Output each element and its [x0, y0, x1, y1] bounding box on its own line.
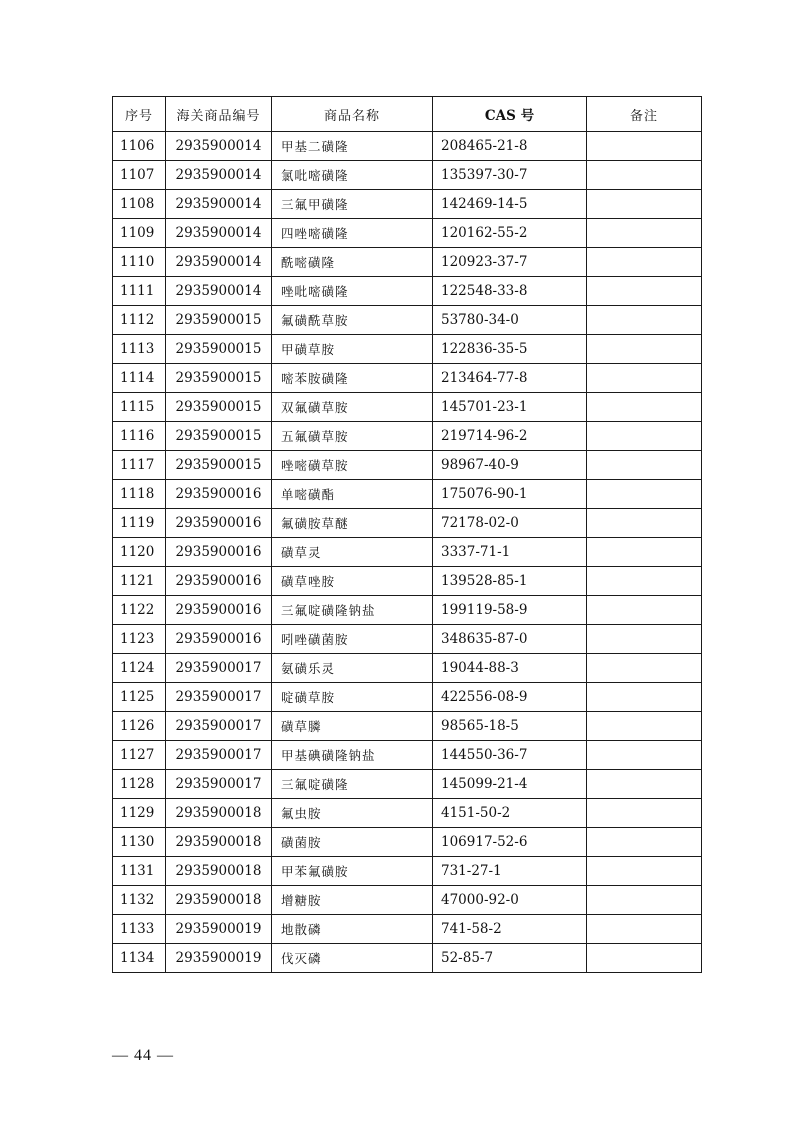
cell-product-name: 磺草膦: [272, 712, 433, 741]
cell-product-name: 甲苯氟磺胺: [272, 857, 433, 886]
cell-seq: 1124: [113, 654, 166, 683]
header-product-name: 商品名称: [272, 97, 433, 132]
table-row: [113, 132, 702, 161]
cell-seq: 1107: [113, 161, 166, 190]
cell-cas-number: 208465-21-8: [433, 132, 587, 161]
cell-cas-number: 98967-40-9: [433, 451, 587, 480]
cell-remarks: [587, 364, 702, 393]
cell-remarks: [587, 944, 702, 973]
cell-cas-number: 422556-08-9: [433, 683, 587, 712]
cell-cas-number: 135397-30-7: [433, 161, 587, 190]
table-row: [113, 161, 702, 190]
cell-remarks: [587, 712, 702, 741]
cell-cas-number: 52-85-7: [433, 944, 587, 973]
cell-seq: 1132: [113, 886, 166, 915]
cell-seq: 1121: [113, 567, 166, 596]
cell-product-name: 磺草灵: [272, 538, 433, 567]
table-row: [113, 741, 702, 770]
cell-seq: 1108: [113, 190, 166, 219]
cell-remarks: [587, 480, 702, 509]
cell-seq: 1118: [113, 480, 166, 509]
cell-remarks: [587, 915, 702, 944]
cell-remarks: [587, 596, 702, 625]
cell-product-name: 嘧苯胺磺隆: [272, 364, 433, 393]
cell-customs-code: 2935900017: [166, 654, 272, 683]
cell-seq: 1115: [113, 393, 166, 422]
cell-product-name: 磺菌胺: [272, 828, 433, 857]
chemical-list-table-container: [112, 96, 701, 973]
cell-remarks: [587, 248, 702, 277]
cell-customs-code: 2935900014: [166, 219, 272, 248]
cell-remarks: [587, 161, 702, 190]
cell-cas-number: 199119-58-9: [433, 596, 587, 625]
cell-product-name: 双氟磺草胺: [272, 393, 433, 422]
cell-customs-code: 2935900015: [166, 306, 272, 335]
cell-remarks: [587, 770, 702, 799]
cell-customs-code: 2935900015: [166, 422, 272, 451]
header-customs-code: 海关商品编号: [166, 97, 272, 132]
table-row: [113, 451, 702, 480]
cell-customs-code: 2935900017: [166, 712, 272, 741]
cell-cas-number: 53780-34-0: [433, 306, 587, 335]
table-row: [113, 944, 702, 973]
cell-remarks: [587, 509, 702, 538]
cell-product-name: 氟磺胺草醚: [272, 509, 433, 538]
cell-remarks: [587, 654, 702, 683]
cell-product-name: 地散磷: [272, 915, 433, 944]
cell-cas-number: 144550-36-7: [433, 741, 587, 770]
cell-product-name: 吲唑磺菌胺: [272, 625, 433, 654]
cell-remarks: [587, 451, 702, 480]
cell-remarks: [587, 538, 702, 567]
cell-cas-number: 139528-85-1: [433, 567, 587, 596]
table-row: [113, 219, 702, 248]
cell-remarks: [587, 741, 702, 770]
cell-remarks: [587, 393, 702, 422]
header-seq: 序号: [113, 97, 166, 132]
cell-product-name: 三氟啶磺隆钠盐: [272, 596, 433, 625]
cell-customs-code: 2935900017: [166, 683, 272, 712]
table-row: [113, 770, 702, 799]
cell-customs-code: 2935900014: [166, 161, 272, 190]
cell-product-name: 三氟甲磺隆: [272, 190, 433, 219]
cell-seq: 1127: [113, 741, 166, 770]
cell-cas-number: 145701-23-1: [433, 393, 587, 422]
cell-customs-code: 2935900016: [166, 567, 272, 596]
cell-customs-code: 2935900018: [166, 857, 272, 886]
cell-remarks: [587, 625, 702, 654]
cell-customs-code: 2935900014: [166, 132, 272, 161]
cell-customs-code: 2935900014: [166, 277, 272, 306]
cell-customs-code: 2935900015: [166, 335, 272, 364]
table-row: [113, 190, 702, 219]
table-row: [113, 915, 702, 944]
cell-remarks: [587, 828, 702, 857]
cell-product-name: 四唑嘧磺隆: [272, 219, 433, 248]
cell-seq: 1120: [113, 538, 166, 567]
cell-remarks: [587, 857, 702, 886]
cell-customs-code: 2935900017: [166, 741, 272, 770]
cell-cas-number: 175076-90-1: [433, 480, 587, 509]
cell-cas-number: 122836-35-5: [433, 335, 587, 364]
cell-customs-code: 2935900019: [166, 944, 272, 973]
cell-seq: 1106: [113, 132, 166, 161]
cell-cas-number: 106917-52-6: [433, 828, 587, 857]
cell-seq: 1111: [113, 277, 166, 306]
table-row: [113, 596, 702, 625]
cell-customs-code: 2935900018: [166, 799, 272, 828]
table-body: [113, 132, 702, 973]
cell-seq: 1130: [113, 828, 166, 857]
cell-seq: 1114: [113, 364, 166, 393]
cell-remarks: [587, 799, 702, 828]
cell-product-name: 伐灭磷: [272, 944, 433, 973]
cell-customs-code: 2935900016: [166, 538, 272, 567]
table-row: [113, 306, 702, 335]
cell-customs-code: 2935900014: [166, 248, 272, 277]
cell-remarks: [587, 683, 702, 712]
table-row: [113, 393, 702, 422]
cell-product-name: 三氟啶磺隆: [272, 770, 433, 799]
table-row: [113, 509, 702, 538]
cell-cas-number: 4151-50-2: [433, 799, 587, 828]
cell-customs-code: 2935900018: [166, 886, 272, 915]
cell-cas-number: 47000-92-0: [433, 886, 587, 915]
cell-product-name: 氟虫胺: [272, 799, 433, 828]
cell-product-name: 酰嘧磺隆: [272, 248, 433, 277]
cell-seq: 1134: [113, 944, 166, 973]
cell-cas-number: 120923-37-7: [433, 248, 587, 277]
cell-seq: 1123: [113, 625, 166, 654]
table-row: [113, 567, 702, 596]
cell-cas-number: 120162-55-2: [433, 219, 587, 248]
cell-cas-number: 145099-21-4: [433, 770, 587, 799]
cell-product-name: 甲基二磺隆: [272, 132, 433, 161]
cell-customs-code: 2935900015: [166, 393, 272, 422]
cell-cas-number: 122548-33-8: [433, 277, 587, 306]
cell-seq: 1126: [113, 712, 166, 741]
cell-remarks: [587, 567, 702, 596]
table-row: [113, 857, 702, 886]
table-row: [113, 422, 702, 451]
cell-product-name: 唑吡嘧磺隆: [272, 277, 433, 306]
page-number: — 44 —: [112, 1047, 174, 1064]
cell-seq: 1131: [113, 857, 166, 886]
cell-seq: 1129: [113, 799, 166, 828]
cell-customs-code: 2935900016: [166, 480, 272, 509]
cell-customs-code: 2935900016: [166, 596, 272, 625]
cell-customs-code: 2935900014: [166, 190, 272, 219]
cell-cas-number: 72178-02-0: [433, 509, 587, 538]
cell-cas-number: 213464-77-8: [433, 364, 587, 393]
cell-customs-code: 2935900016: [166, 509, 272, 538]
cell-product-name: 单嘧磺酯: [272, 480, 433, 509]
cell-seq: 1116: [113, 422, 166, 451]
cell-product-name: 五氟磺草胺: [272, 422, 433, 451]
header-remarks: 备注: [587, 97, 702, 132]
cell-cas-number: 98565-18-5: [433, 712, 587, 741]
cell-remarks: [587, 886, 702, 915]
cell-seq: 1112: [113, 306, 166, 335]
cell-product-name: 氯吡嘧磺隆: [272, 161, 433, 190]
table-row: [113, 828, 702, 857]
cell-cas-number: 348635-87-0: [433, 625, 587, 654]
table-row: [113, 625, 702, 654]
table-row: [113, 886, 702, 915]
table-row: [113, 654, 702, 683]
cell-remarks: [587, 306, 702, 335]
cell-customs-code: 2935900019: [166, 915, 272, 944]
cell-remarks: [587, 190, 702, 219]
cell-seq: 1122: [113, 596, 166, 625]
cell-remarks: [587, 219, 702, 248]
cell-product-name: 氟磺酰草胺: [272, 306, 433, 335]
table-row: [113, 248, 702, 277]
table-row: [113, 683, 702, 712]
cell-product-name: 甲基碘磺隆钠盐: [272, 741, 433, 770]
table-row: [113, 480, 702, 509]
table-row: [113, 538, 702, 567]
cell-product-name: 氨磺乐灵: [272, 654, 433, 683]
cell-remarks: [587, 335, 702, 364]
cell-seq: 1110: [113, 248, 166, 277]
cell-customs-code: 2935900018: [166, 828, 272, 857]
cell-product-name: 甲磺草胺: [272, 335, 433, 364]
cell-seq: 1109: [113, 219, 166, 248]
cell-customs-code: 2935900015: [166, 451, 272, 480]
cell-customs-code: 2935900016: [166, 625, 272, 654]
table-row: [113, 277, 702, 306]
cell-seq: 1128: [113, 770, 166, 799]
cell-product-name: 磺草唑胺: [272, 567, 433, 596]
cell-seq: 1133: [113, 915, 166, 944]
cell-product-name: 增糖胺: [272, 886, 433, 915]
cell-cas-number: 19044-88-3: [433, 654, 587, 683]
cell-remarks: [587, 277, 702, 306]
cell-seq: 1117: [113, 451, 166, 480]
table-header-row: [113, 97, 702, 132]
header-cas-number: CAS 号: [433, 97, 587, 132]
cell-cas-number: 731-27-1: [433, 857, 587, 886]
table-row: [113, 364, 702, 393]
table-row: [113, 335, 702, 364]
cell-customs-code: 2935900017: [166, 770, 272, 799]
cell-cas-number: 3337-71-1: [433, 538, 587, 567]
cell-product-name: 唑嘧磺草胺: [272, 451, 433, 480]
table-row: [113, 799, 702, 828]
cell-remarks: [587, 422, 702, 451]
table-row: [113, 712, 702, 741]
cell-cas-number: 142469-14-5: [433, 190, 587, 219]
cell-cas-number: 219714-96-2: [433, 422, 587, 451]
cell-seq: 1113: [113, 335, 166, 364]
cell-seq: 1119: [113, 509, 166, 538]
cell-customs-code: 2935900015: [166, 364, 272, 393]
cell-seq: 1125: [113, 683, 166, 712]
cell-remarks: [587, 132, 702, 161]
cell-cas-number: 741-58-2: [433, 915, 587, 944]
cell-product-name: 啶磺草胺: [272, 683, 433, 712]
chemical-list-table: [112, 96, 702, 973]
